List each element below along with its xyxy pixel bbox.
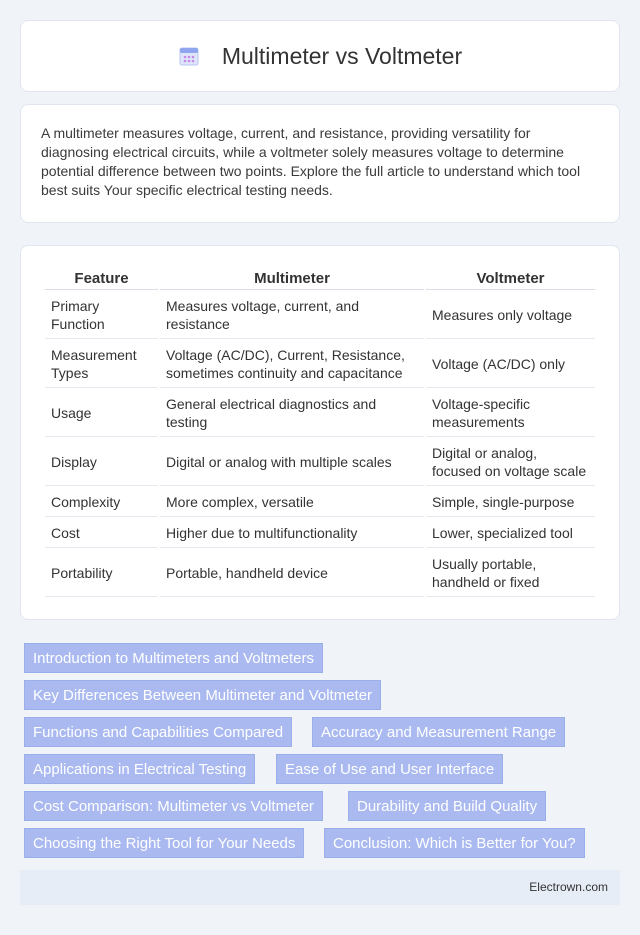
table-cell: Portable, handheld device — [160, 550, 424, 597]
table-cell: Measures only voltage — [426, 292, 595, 339]
table-cell: Primary Function — [45, 292, 158, 339]
topic-link[interactable]: Applications in Electrical Testing — [24, 754, 255, 784]
topic-link[interactable]: Durability and Build Quality — [348, 791, 546, 821]
table-cell: Voltage (AC/DC) only — [426, 341, 595, 388]
table-cell: Measures voltage, current, and resistance — [160, 292, 424, 339]
table-row — [45, 341, 595, 388]
intro-text: A multimeter measures voltage, current, and resistance, providing versatility for diagnosing electrical circuits, while a voltmeter solely measures voltage to determine potential difference between two points. Explore the full article to understand which tool best suits Your specific electrical testing needs. — [41, 125, 581, 198]
table-cell: Portability — [45, 550, 158, 597]
header-multimeter: Multimeter — [160, 264, 424, 290]
table-row — [45, 439, 595, 486]
table-row — [45, 390, 595, 437]
table-cell: General electrical diagnostics and testing — [160, 390, 424, 437]
table-cell: Cost — [45, 519, 158, 548]
topic-link[interactable]: Choosing the Right Tool for Your Needs — [24, 828, 304, 858]
table-cell: Simple, single-purpose — [426, 488, 595, 517]
header-card — [20, 20, 620, 92]
topic-link[interactable]: Cost Comparison: Multimeter vs Voltmeter — [24, 791, 323, 821]
table-cell: Voltage-specific measurements — [426, 390, 595, 437]
table-row — [45, 292, 595, 339]
topic-link[interactable]: Introduction to Multimeters and Voltmeters — [24, 643, 323, 673]
table-row — [45, 488, 595, 517]
table-cell: Display — [45, 439, 158, 486]
table-row — [45, 550, 595, 597]
header-feature: Feature — [45, 264, 158, 290]
table-cell: Usually portable, handheld or fixed — [426, 550, 595, 597]
table-cell: Digital or analog, focused on voltage scale — [426, 439, 595, 486]
footer — [20, 870, 620, 905]
header-voltmeter: Voltmeter — [426, 264, 595, 290]
table-cell: Measurement Types — [45, 341, 158, 388]
table-cell: Lower, specialized tool — [426, 519, 595, 548]
topic-link[interactable]: Key Differences Between Multimeter and Voltmeter — [24, 680, 381, 710]
footer-brand[interactable]: Electrown.com — [529, 880, 608, 894]
comparison-table — [43, 262, 597, 599]
topic-link[interactable]: Conclusion: Which is Better for You? — [324, 828, 585, 858]
page-title: Multimeter vs Voltmeter — [221, 42, 463, 69]
table-header-row — [45, 264, 595, 290]
intro-card — [20, 104, 620, 223]
topic-link[interactable]: Ease of Use and User Interface — [276, 754, 503, 784]
table-cell: Usage — [45, 390, 158, 437]
table-row — [45, 519, 595, 548]
topic-link[interactable]: Functions and Capabilities Compared — [24, 717, 292, 747]
table-cell: More complex, versatile — [160, 488, 424, 517]
table-cell: Voltage (AC/DC), Current, Resistance, sometimes continuity and capacitance — [160, 341, 424, 388]
calendar-icon — [178, 45, 200, 67]
topic-link[interactable]: Accuracy and Measurement Range — [312, 717, 565, 747]
comparison-table-card — [20, 245, 620, 620]
table-cell: Higher due to multifunctionality — [160, 519, 424, 548]
table-cell: Complexity — [45, 488, 158, 517]
table-cell: Digital or analog with multiple scales — [160, 439, 424, 486]
